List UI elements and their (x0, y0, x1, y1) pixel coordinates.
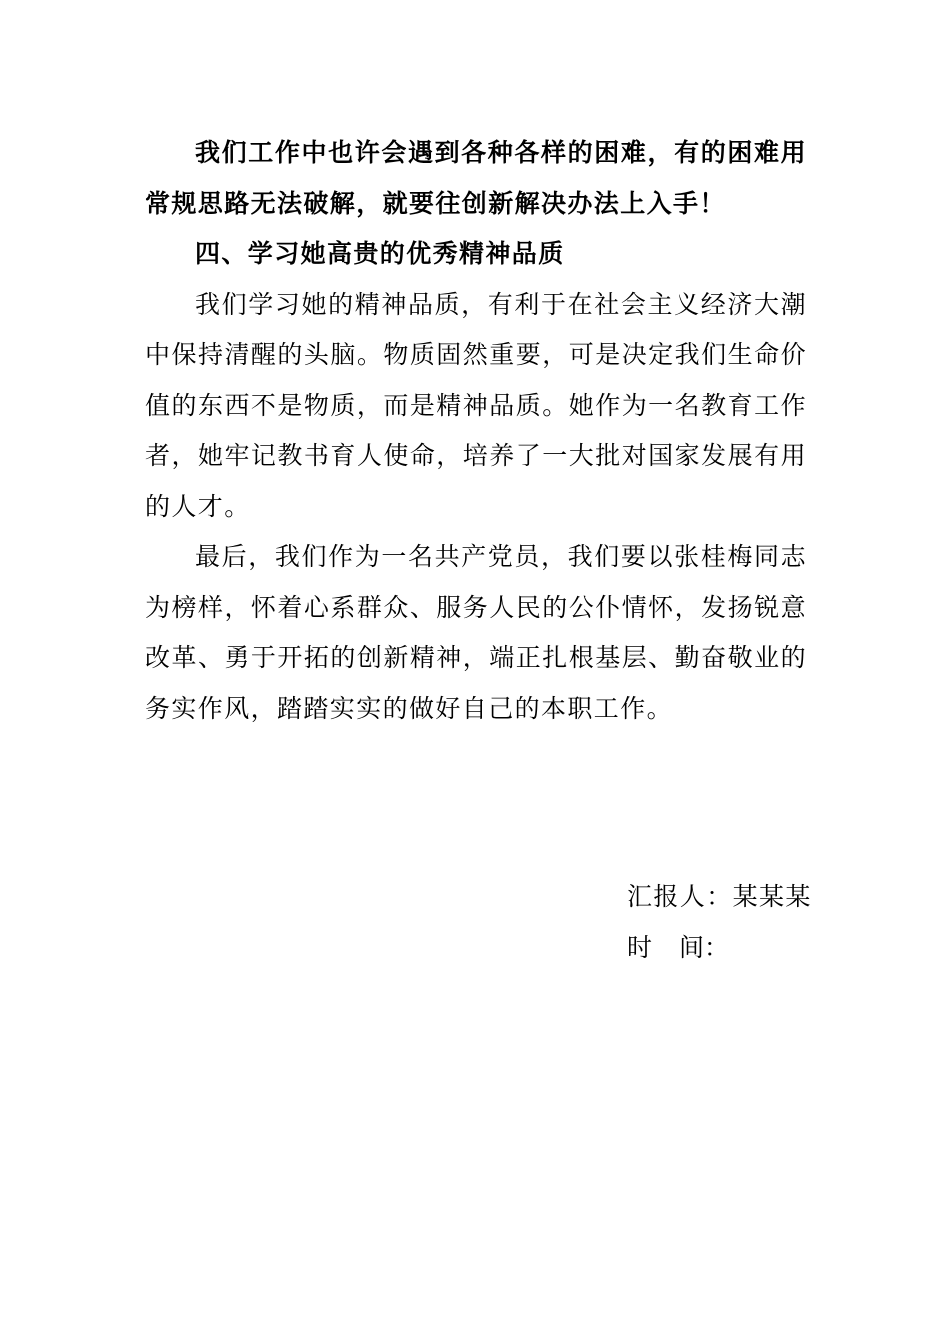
signature-block (627, 872, 827, 973)
section-heading-spirit: 四、学习她高贵的优秀精神品质 (195, 239, 565, 268)
paragraph-innovation: 我们工作中也许会遇到各种各样的困难，有的困难用常规思路无法破解，就要往创新解决办法上入手！ (145, 138, 807, 218)
time-label-first: 时 (627, 932, 653, 962)
reporter-label: 汇报人： (627, 882, 733, 911)
paragraph-spirit-quality: 我们学习她的精神品质，有利于在社会主义经济大潮中保持清醒的头脑。物质固然重要，可是决定我们生命价值的东西不是物质，而是精神品质。她作为一名教育工作者，她牢记教书育人使命，培养了一大批对国家发展有用的人才。 (145, 289, 807, 521)
document-body (145, 128, 807, 734)
time-line (627, 923, 827, 974)
paragraph-conclusion: 最后，我们作为一名共产党员，我们要以张桂梅同志为榜样，怀着心系群众、服务人民的公仆情怀，发扬锐意改革、勇于开拓的创新精神，端正扎根基层、勤奋敬业的务实作风，踏踏实实的做好自己的本职工作。 (145, 542, 807, 723)
reporter-line (627, 872, 827, 923)
time-label (627, 923, 730, 974)
time-label-second: 间： (679, 932, 730, 962)
reporter-name: 某某某 (732, 882, 812, 911)
